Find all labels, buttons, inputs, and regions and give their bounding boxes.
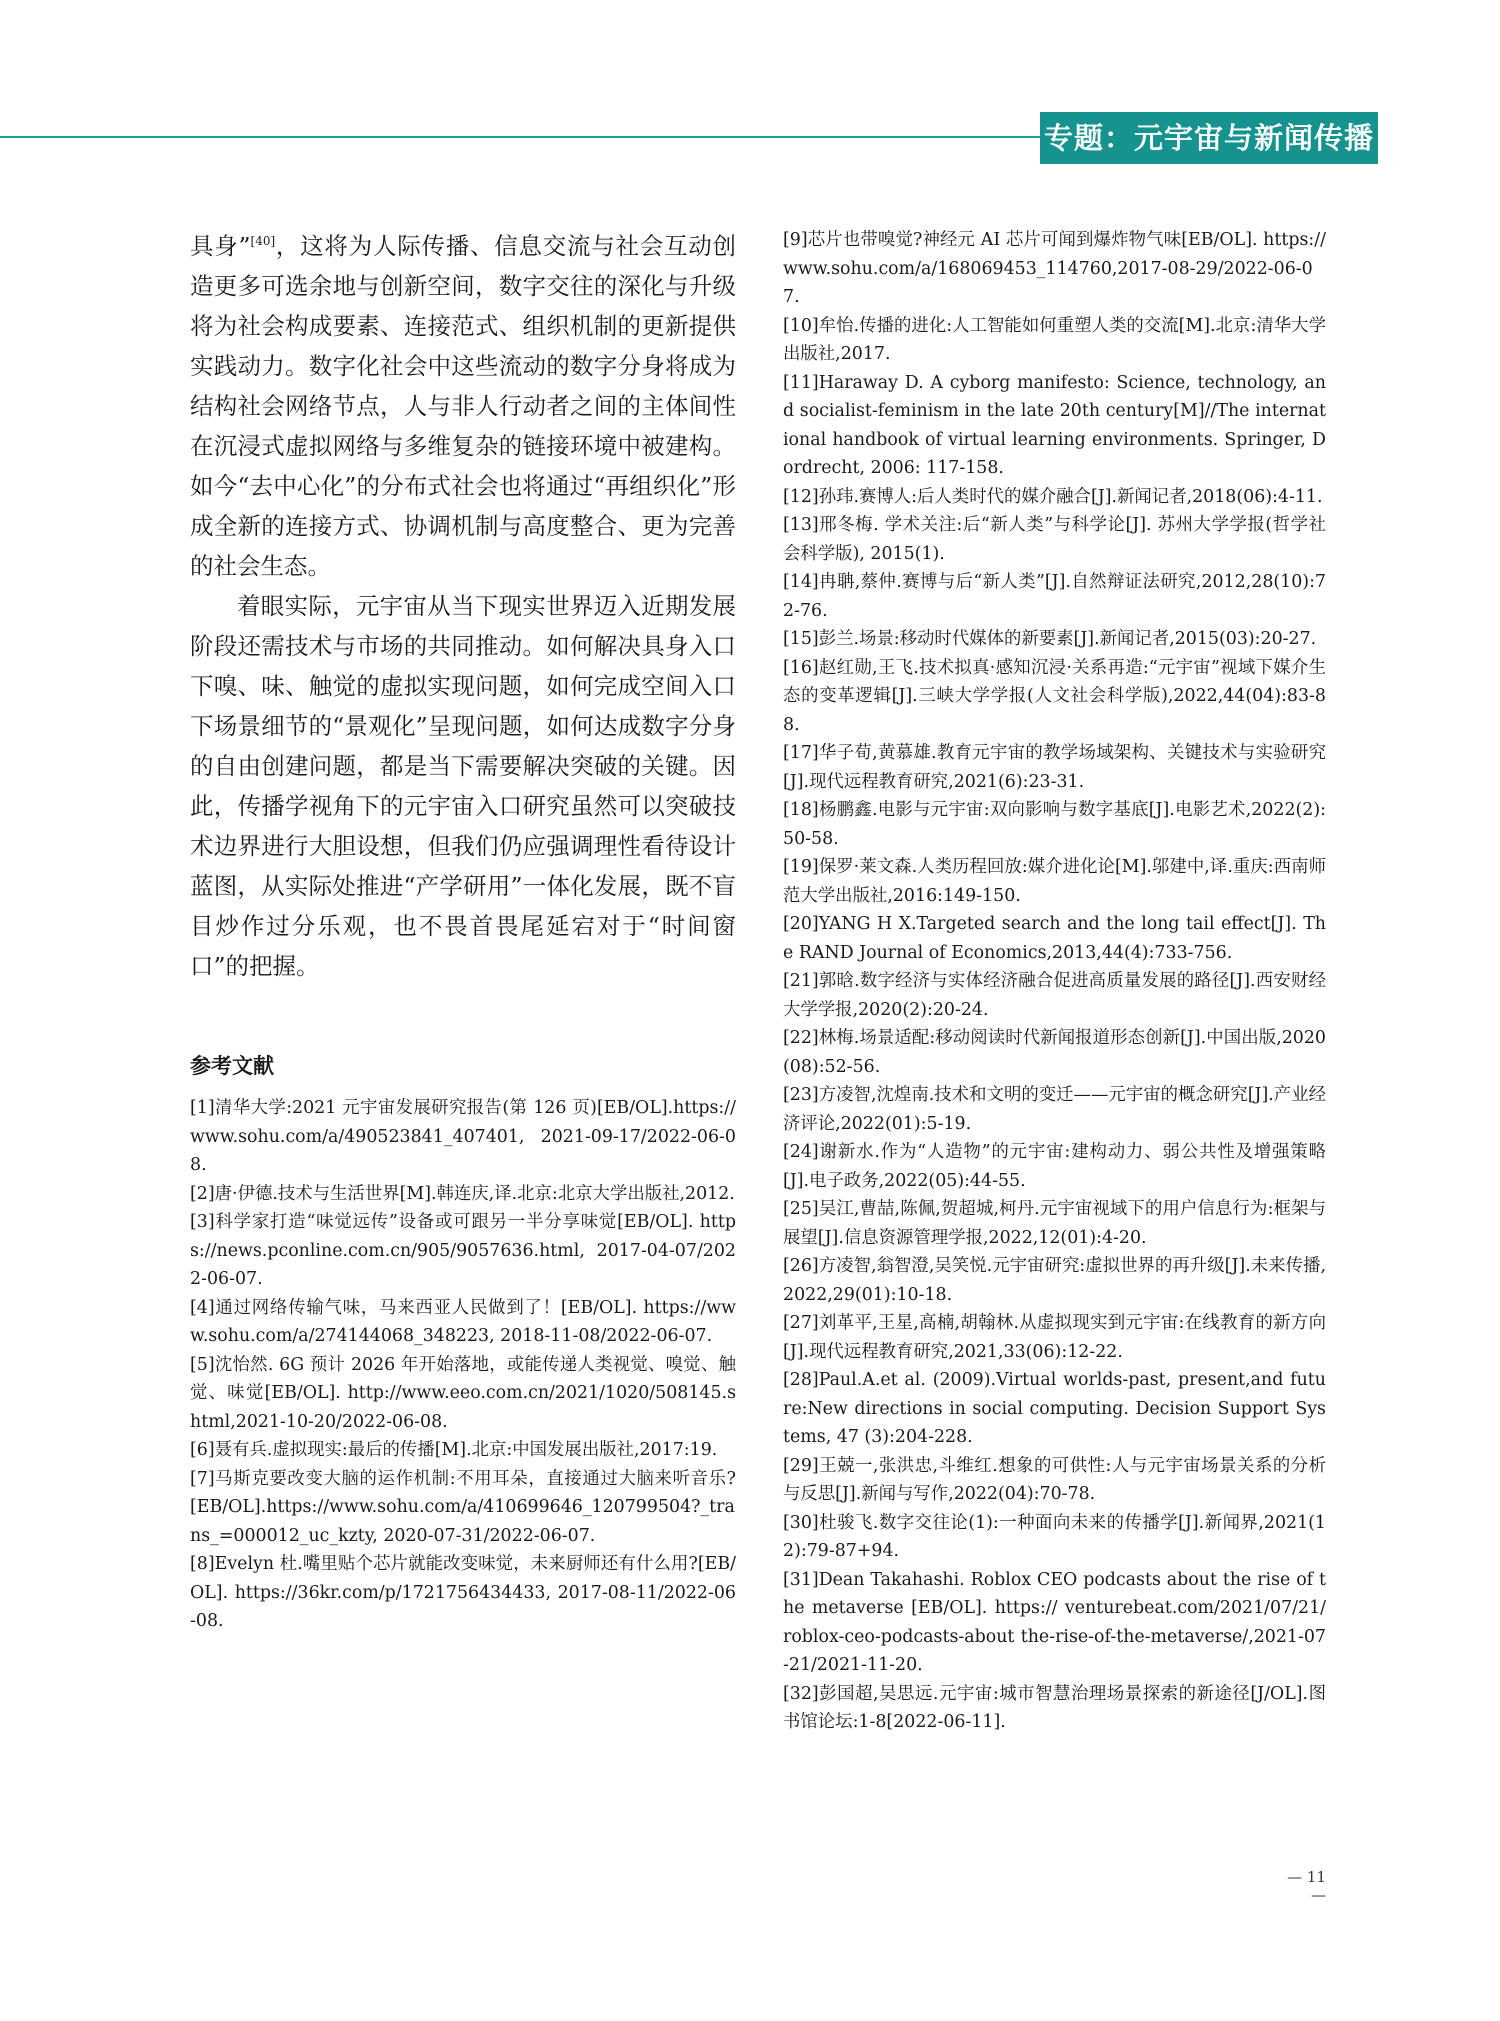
reference-item: [7]马斯克要改变大脑的运作机制:不用耳朵，直接通过大脑来听音乐?[EB/OL].https://www.sohu.com/a/410699646_120799504?_trans_=000012_uc_kzty, 2020-07-31/2022-06-07.: [190, 1468, 736, 1546]
body-paragraph-2: 着眼实际，元宇宙从当下现实世界迈入近期发展阶段还需技术与市场的共同推动。如何解决具身入口下嗅、味、触觉的虚拟实现问题，如何完成空间入口下场景细节的“景观化”呈现问题，如何达成数字分身的自由创建问题，都是当下需要解决突破的关键。因此，传播学视角下的元宇宙入口研究虽然可以突破技术边界进行大胆设想，但我们仍应强调理性看待设计蓝图，从实际处推进“产学研用”一体化发展，既不盲目炒作过分乐观，也不畏首畏尾延宕对于“时间窗口”的把握。: [190, 592, 736, 980]
reference-list-right: [783, 226, 1326, 1737]
reference-item: [1]清华大学:2021 元宇宙发展研究报告(第 126 页)[EB/OL].https://www.sohu.com/a/490523841_407401, 2021-09-17/2022-06-08.: [190, 1098, 736, 1175]
references-heading: 参考文献: [190, 1054, 274, 1078]
reference-item: [14]冉聃,蔡仲.赛博与后“新人类”[J].自然辩证法研究,2012,28(10):72-76.: [783, 572, 1326, 621]
reference-list-left: [190, 1094, 736, 1636]
reference-item: [5]沈怡然. 6G 预计 2026 年开始落地，或能传递人类视觉、嗅觉、触觉、味觉[EB/OL]. http://www.eeo.com.cn/2021/1020/508145.shtml,2021-10-20/2022-06-08.: [190, 1354, 736, 1432]
reference-item: [6]聂有兵.虚拟现实:最后的传播[M].北京:中国发展出版社,2017:19.: [190, 1440, 718, 1460]
reference-item: [2]唐·伊德.技术与生活世界[M].韩连庆,译.北京:北京大学出版社,2012.: [190, 1183, 735, 1204]
left-column: [190, 226, 736, 1636]
reference-item: [18]杨鹏鑫.电影与元宇宙:双向影响与数字基底[J].电影艺术,2022(2):50-58.: [783, 800, 1326, 849]
reference-item: [26]方凌智,翁智澄,吴笑悦.元宇宙研究:虚拟世界的再升级[J].未来传播,2022,29(01):10-18.: [783, 1256, 1326, 1305]
reference-item: [10]牟怡.传播的进化:人工智能如何重塑人类的交流[M].北京:清华大学出版社,2017.: [783, 315, 1326, 364]
reference-item: [20]YANG H X.Targeted search and the long tail effect[J]. The RAND Journal of Economics,2013,44(4):733-756.: [783, 914, 1326, 963]
reference-item: [28]Paul.A.et al. (2009).Virtual worlds-past, present,and future:New directions in social computing. Decision Support Systems, 47 (3):204-228.: [783, 1370, 1326, 1447]
reference-item: [4]通过网络传输气味，马来西亚人民做到了！[EB/OL]. https://www.sohu.com/a/274144068_348223, 2018-11-08/2022-06-07.: [190, 1297, 736, 1346]
header-rule: [0, 136, 1040, 138]
reference-item: [25]吴江,曹喆,陈佩,贺超城,柯丹.元宇宙视域下的用户信息行为:框架与展望[J].信息资源管理学报,2022,12(01):4-20.: [783, 1199, 1326, 1248]
reference-item: [29]王兢一,张洪忠,斗维红.想象的可供性:人与元宇宙场景关系的分析与反思[J].新闻与写作,2022(04):70-78.: [783, 1455, 1326, 1504]
reference-item: [8]Evelyn 杜.嘴里贴个芯片就能改变味觉，未来厨师还有什么用?[EB/OL]. https://36kr.com/p/1721756434433, 2017-08-11/2022-06-08.: [190, 1554, 736, 1631]
reference-item: [9]芯片也带嗅觉?神经元 AI 芯片可闻到爆炸物气味[EB/OL]. https://www.sohu.com/a/168069453_114760,2017-08-29/2022-06-07.: [783, 230, 1326, 307]
body-paragraph-1: [190, 226, 736, 586]
reference-item: [31]Dean Takahashi. Roblox CEO podcasts about the rise of the metaverse [EB/OL]. https:// venturebeat.com/2021/07/21/roblox-ceo-podcasts-about the-rise-of-the-metaverse/,2021-07-21/2021-11-20.: [783, 1569, 1326, 1675]
reference-item: [24]谢新水.作为“人造物”的元宇宙:建构动力、弱公共性及增强策略[J].电子政务,2022(05):44-55.: [783, 1142, 1326, 1191]
reference-item: [15]彭兰.场景:移动时代媒体的新要素[J].新闻记者,2015(03):20-27.: [783, 629, 1317, 649]
reference-item: [23]方凌智,沈煌南.技术和文明的变迁——元宇宙的概念研究[J].产业经济评论,2022(01):5-19.: [783, 1085, 1326, 1134]
reference-item: [19]保罗·莱文森.人类历程回放:媒介进化论[M].邬建中,译.重庆:西南师范大学出版社,2016:149-150.: [783, 857, 1326, 906]
reference-item: [12]孙玮.赛博人:后人类时代的媒介融合[J].新闻记者,2018(06):4-11.: [783, 486, 1323, 507]
reference-item: [17]华子荀,黄慕雄.教育元宇宙的教学场域架构、关键技术与实验研究[J].现代远程教育研究,2021(6):23-31.: [783, 743, 1326, 792]
reference-item: [3]科学家打造“味觉远传”设备或可跟另一半分享味觉[EB/OL]. https://news.pconline.com.cn/905/9057636.html, 2017-04-07/2022-06-07.: [190, 1212, 736, 1289]
page-number: — 11 —: [1287, 1868, 1326, 1904]
reference-item: [11]Haraway D. A cyborg manifesto: Science, technology, and socialist-feminism in the late 20th century[M]//The international handbook of virtual learning environments. Springer, Dordrecht, 2006: 117-158.: [783, 372, 1326, 478]
right-column: [783, 226, 1326, 1737]
citation-40: [40]: [250, 234, 276, 249]
para1-lead: 具身”: [190, 232, 251, 260]
reference-item: [16]赵红勋,王飞.技术拟真·感知沉浸·关系再造:“元宇宙”视域下媒介生态的变革逻辑[J].三峡大学学报(人文社会科学版),2022,44(04):83-88.: [783, 657, 1326, 735]
reference-item: [27]刘革平,王星,高楠,胡翰林.从虚拟现实到元宇宙:在线教育的新方向[J].现代远程教育研究,2021,33(06):12-22.: [783, 1313, 1326, 1362]
para1-rest: ，这将为人际传播、信息交流与社会互动创造更多可选余地与创新空间，数字交往的深化与升级将为社会构成要素、连接范式、组织机制的更新提供实践动力。数字化社会中这些流动的数字分身将成为结构社会网络节点，人与非人行动者之间的主体间性在沉浸式虚拟网络与多维复杂的链接环境中被建构。如今“去中心化”的分布式社会也将通过“再组织化”形成全新的连接方式、协调机制与高度整合、更为完善的社会生态。: [190, 232, 737, 580]
reference-item: [21]郭晗.数字经济与实体经济融合促进高质量发展的路径[J].西安财经大学学报,2020(2):20-24.: [783, 971, 1326, 1020]
reference-item: [22]林梅.场景适配:移动阅读时代新闻报道形态创新[J].中国出版,2020(08):52-56.: [783, 1028, 1326, 1077]
section-tag: 专题：元宇宙与新闻传播: [1040, 112, 1378, 164]
reference-item: [13]邢冬梅. 学术关注:后“新人类”与科学论[J]. 苏州大学学报(哲学社会科学版), 2015(1).: [783, 515, 1326, 564]
reference-item: [30]杜骏飞.数字交往论(1):一种面向未来的传播学[J].新闻界,2021(12):79-87+94.: [783, 1512, 1326, 1561]
reference-item: [32]彭国超,吴思远.元宇宙:城市智慧治理场景探索的新途径[J/OL].图书馆论坛:1-8[2022-06-11].: [783, 1683, 1326, 1732]
